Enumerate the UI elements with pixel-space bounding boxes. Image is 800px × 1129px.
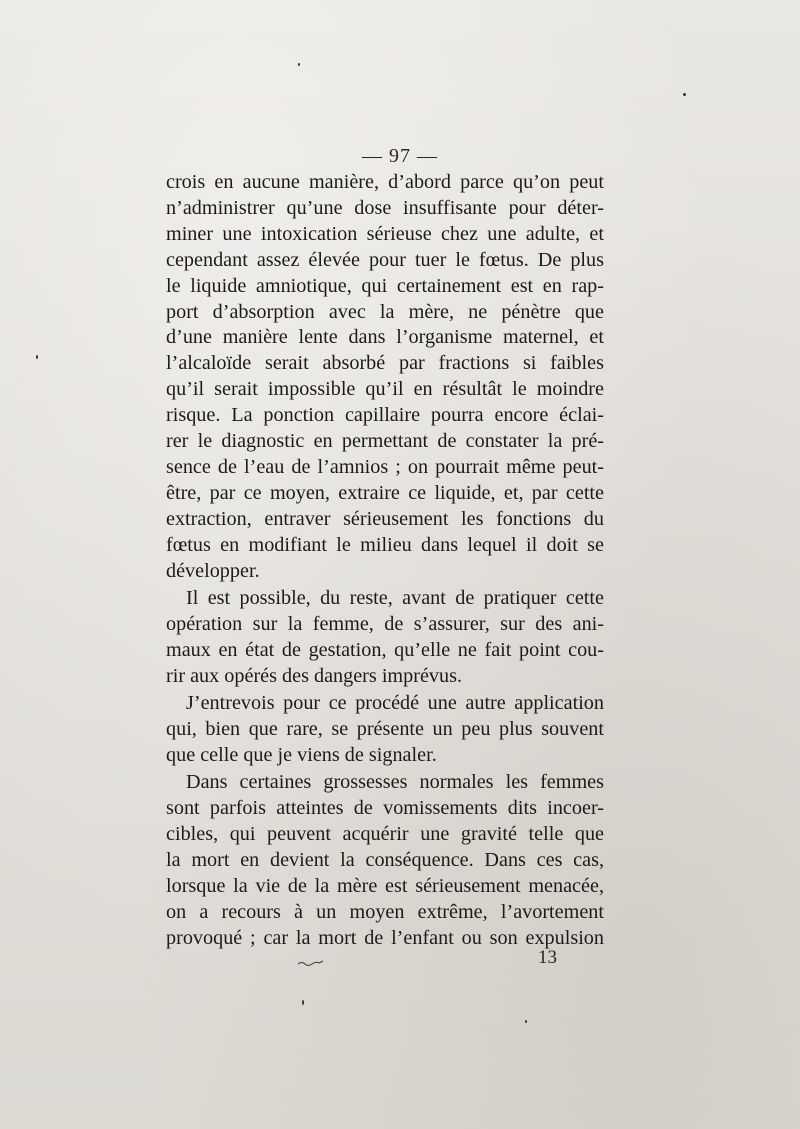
ink-scribble bbox=[297, 958, 325, 968]
text-line: risque. La ponction capillaire pourra encore éclai- bbox=[166, 404, 604, 427]
text-line: rer le diagnostic en permettant de constater la pré- bbox=[166, 430, 604, 453]
text-line: l’alcaloïde serait absorbé par fractions si faibles bbox=[166, 352, 604, 375]
body-text bbox=[166, 170, 604, 952]
paper-speck bbox=[298, 63, 300, 66]
text-line: fœtus en modifiant le milieu dans lequel il doit se bbox=[166, 533, 604, 556]
text-line: d’une manière lente dans l’organisme maternel, et bbox=[166, 326, 604, 349]
text-line: être, par ce moyen, extraire ce liquide, et, par cette bbox=[166, 481, 604, 504]
paper-speck bbox=[36, 355, 38, 359]
text-line: J’entrevois pour ce procédé une autre application bbox=[186, 692, 604, 715]
text-line: la mort en devient la conséquence. Dans ces cas, bbox=[166, 849, 604, 872]
text-line: miner une intoxication sérieuse chez une adulte, et bbox=[166, 222, 604, 245]
text-line: sont parfois atteintes de vomissements dits incoer- bbox=[166, 797, 604, 820]
paper-speck bbox=[525, 1020, 527, 1023]
text-line: le liquide amniotique, qui certainement est en rap- bbox=[166, 274, 604, 297]
text-line: Dans certaines grossesses normales les femmes bbox=[186, 771, 604, 794]
signature-mark: 13 bbox=[538, 947, 557, 968]
text-line: maux en état de gestation, qu’elle ne fait point cou- bbox=[166, 638, 604, 661]
text-line: Il est possible, du reste, avant de pratiquer cette bbox=[186, 587, 604, 609]
text-line: on a recours à un moyen extrême, l’avortement bbox=[166, 900, 604, 923]
text-line: qu’il serait impossible qu’il en résultât le moindre bbox=[166, 378, 604, 401]
paragraph bbox=[166, 770, 604, 951]
text-line: développer. bbox=[166, 559, 260, 582]
text-line: opération sur la femme, de s’assurer, sur des ani- bbox=[166, 612, 604, 635]
page-number: — 97 — bbox=[362, 145, 438, 167]
text-line: crois en aucune manière, d’abord parce qu’on peut bbox=[166, 171, 604, 193]
text-line: cependant assez élevée pour tuer le fœtus. De plus bbox=[166, 248, 604, 271]
paper-speck bbox=[302, 1000, 304, 1005]
text-line: port d’absorption avec la mère, ne pénètre que bbox=[166, 300, 604, 323]
text-line: sence de l’eau de l’amnios ; on pourrait même peut- bbox=[166, 455, 604, 478]
text-line: n’administrer qu’une dose insuffisante pour déter- bbox=[166, 196, 604, 219]
text-line: lorsque la vie de la mère est sérieusement menacée, bbox=[166, 874, 604, 897]
text-line: que celle que je viens de signaler. bbox=[166, 743, 437, 766]
text-line: provoqué ; car la mort de l’enfant ou son expulsion bbox=[166, 926, 604, 949]
text-line: extraction, entraver sérieusement les fonctions du bbox=[166, 507, 604, 530]
text-line: rir aux opérés des dangers imprévus. bbox=[166, 664, 462, 687]
paragraph bbox=[166, 586, 604, 690]
paragraph bbox=[166, 691, 604, 769]
paper-speck bbox=[683, 93, 686, 96]
text-line: cibles, qui peuvent acquérir une gravité telle que bbox=[166, 823, 604, 846]
paragraph bbox=[166, 170, 604, 585]
text-line: qui, bien que rare, se présente un peu plus souvent bbox=[166, 718, 604, 741]
